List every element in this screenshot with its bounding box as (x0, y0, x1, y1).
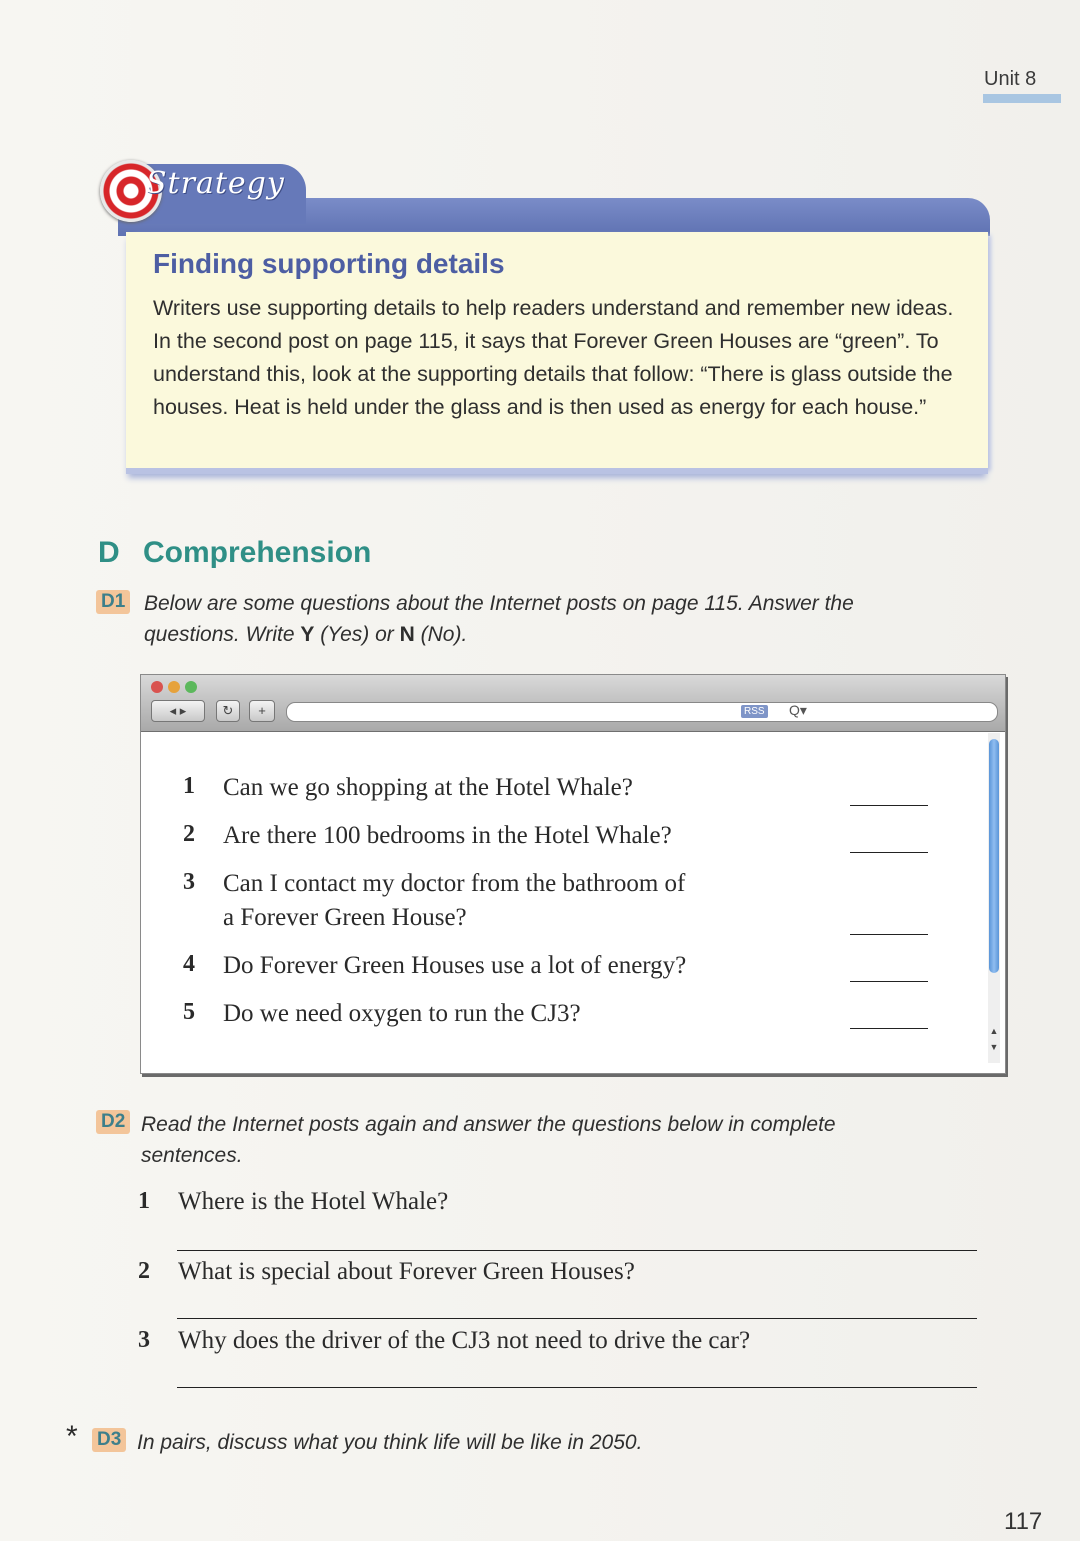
d2-q2-text: What is special about Forever Green Houses? (178, 1258, 635, 1285)
d1-q3-answer-blank[interactable] (850, 934, 928, 935)
minimize-dot[interactable] (168, 681, 180, 693)
browser-toolbar (141, 675, 1005, 732)
d3-instruction: In pairs, discuss what you think life will be like in 2050. (137, 1431, 643, 1454)
scrollbar-thumb[interactable] (989, 739, 999, 973)
d1-instruction (144, 588, 944, 650)
d1-q3-text-line1: Can I contact my doctor from the bathroom of (223, 870, 686, 897)
scroll-up-icon[interactable]: ▲ (989, 1026, 999, 1036)
search-icon[interactable]: Q▾ (789, 702, 807, 718)
scroll-down-icon[interactable]: ▼ (989, 1042, 999, 1052)
d3-badge: D3 (92, 1428, 126, 1452)
d1-q5-answer-blank[interactable] (850, 1028, 928, 1029)
d1-n: N (399, 623, 415, 646)
d2-instruction-line1: Read the Internet posts again and answer the questions below in complete (141, 1113, 836, 1136)
d1-q2-answer-blank[interactable] (850, 852, 928, 853)
d2-q2-number: 2 (138, 1258, 150, 1284)
d2-instruction-line2: sentences. (141, 1144, 243, 1167)
section-title: Comprehension (143, 536, 372, 569)
d1-q1-number: 1 (183, 773, 195, 799)
d2-q1-answer-line[interactable] (177, 1250, 977, 1251)
reload-icon[interactable]: ↻ (216, 700, 240, 722)
d1-q5-number: 5 (183, 999, 195, 1025)
page-number: 117 (1004, 1508, 1043, 1535)
d1-y: Y (300, 623, 315, 646)
d1-instruction-text: Below are some questions about the Internet posts on page 115. Answer the questions. Write (144, 592, 854, 646)
d1-q4-number: 4 (183, 951, 195, 977)
strategy-text: Writers use supporting details to help readers understand and remember new ideas. In the second post on page 115, it says that Forever Green Houses are “green”. To understand this, look at the supporting details that follow: “There is glass outside the houses. Heat is held under the glass and is then used as energy for each house.” (153, 296, 954, 419)
d2-q3-answer-line[interactable] (177, 1387, 977, 1388)
d2-q1-number: 1 (138, 1188, 150, 1214)
d1-yes: (Yes) or (314, 623, 400, 646)
d1-q3-number: 3 (183, 869, 195, 895)
close-dot[interactable] (151, 681, 163, 693)
zoom-dot[interactable] (185, 681, 197, 693)
d2-q3-number: 3 (138, 1327, 150, 1353)
d1-q4-text: Do Forever Green Houses use a lot of energy? (223, 952, 687, 979)
d2-badge: D2 (96, 1110, 130, 1134)
d1-q1-answer-blank[interactable] (850, 805, 928, 806)
d1-q2-number: 2 (183, 821, 195, 847)
d2-q1-text: Where is the Hotel Whale? (178, 1188, 449, 1215)
unit-underline (983, 94, 1061, 103)
d1-no: (No). (414, 623, 468, 646)
d2-q3-text: Why does the driver of the CJ3 not need to drive the car? (178, 1327, 751, 1354)
d2-q2-answer-line[interactable] (177, 1318, 977, 1319)
d1-q5-text: Do we need oxygen to run the CJ3? (223, 1000, 581, 1027)
d1-q1-text: Can we go shopping at the Hotel Whale? (223, 774, 633, 801)
unit-label: Unit 8 (984, 68, 1037, 90)
section-letter: D (98, 536, 120, 569)
d1-badge: D1 (96, 590, 130, 614)
strategy-tab-label: Strategy (146, 166, 285, 201)
challenge-star: * (66, 1420, 78, 1453)
browser-window (140, 674, 1006, 1074)
d1-q2-text: Are there 100 bedrooms in the Hotel Whale? (223, 822, 672, 849)
add-tab-icon[interactable]: + (249, 700, 275, 722)
rss-icon[interactable]: RSS (741, 705, 768, 718)
address-bar[interactable] (286, 702, 998, 722)
d1-q3-text-line2: a Forever Green House? (223, 904, 467, 931)
back-forward-button[interactable]: ◂ ▸ (151, 700, 205, 722)
strategy-heading: Finding supporting details (153, 248, 505, 279)
d1-q4-answer-blank[interactable] (850, 981, 928, 982)
